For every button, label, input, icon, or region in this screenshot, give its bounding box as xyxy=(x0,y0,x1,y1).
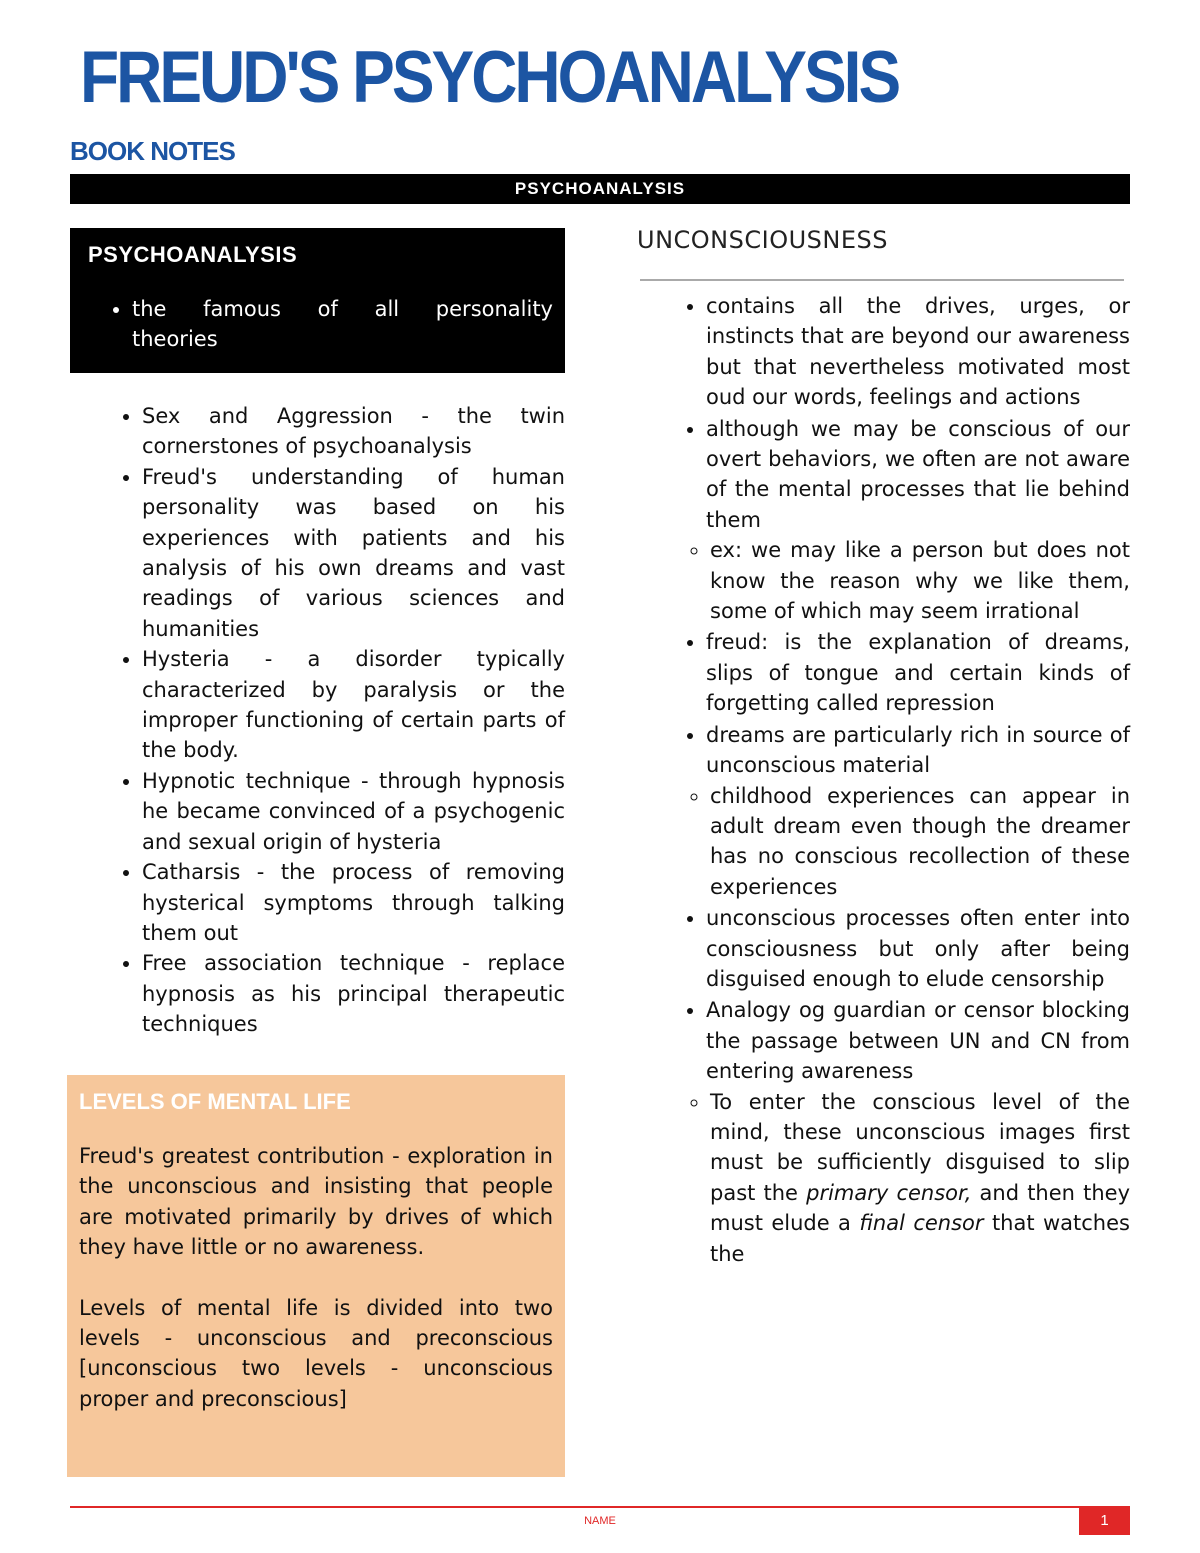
list-item: • Hysteria - a disorder typically characterized by paralysis or the improper functioning of certain parts of the body. xyxy=(142,644,565,766)
levels-paragraph-1: Freud's greatest contribution - exploration in the unconscious and insisting that people are motivated primarily by drives of which they have little or no awareness. xyxy=(79,1144,553,1260)
list-item-text: Analogy og guardian or censor blocking the passage between UN and CN from entering awareness xyxy=(706,998,1130,1084)
list-item-text: dreams are particularly rich in source of unconscious material xyxy=(706,722,1130,778)
psychoanalysis-box-list xyxy=(88,294,553,354)
list-item: • Freud's understanding of human personality was based on his experiences with patients and his analysis of his own dreams and vast readings of various sciences and humanities xyxy=(142,462,565,644)
sub-list xyxy=(706,781,1130,903)
right-bullet-list xyxy=(640,291,1130,1270)
levels-of-mental-life-box xyxy=(67,1075,565,1477)
list-item xyxy=(706,720,1130,902)
heading-divider xyxy=(640,279,1124,281)
psychoanalysis-box-title: PSYCHOANALYSIS xyxy=(88,242,298,267)
list-item: • Free association technique - replace hypnosis as his principal therapeutic techniques xyxy=(142,948,565,1039)
list-item: • freud: is the explanation of dreams, slips of tongue and certain kinds of forgetting called repression xyxy=(706,627,1130,718)
list-item: • Sex and Aggression - the twin cornerstones of psychoanalysis xyxy=(142,401,565,462)
list-item xyxy=(706,414,1130,627)
sub-text: and then they must elude a xyxy=(710,1180,1130,1236)
page-number: 1 xyxy=(1079,1507,1130,1535)
list-item-text: although we may be conscious of our overt behaviors, we often are not aware of the mental processes that lie behind them xyxy=(706,416,1130,532)
footer-divider xyxy=(70,1506,1130,1508)
emphasis-final-censor: final censor xyxy=(859,1211,984,1236)
section-bar: PSYCHOANALYSIS xyxy=(70,174,1130,204)
levels-title: LEVELS OF MENTAL LIFE xyxy=(79,1089,351,1114)
sub-text: To enter the conscious level of the mind, these unconscious images first must be sufficiently disguised to slip past the xyxy=(710,1089,1130,1205)
list-item: • unconscious processes often enter into consciousness but only after being disguised enough to elude censorship xyxy=(706,903,1130,994)
levels-paragraph-2: Levels of mental life is divided into two levels - unconscious and preconscious [unconscious two levels - unconscious proper and preconscious] xyxy=(79,1295,553,1411)
unconsciousness-heading: UNCONSCIOUSNESS xyxy=(637,226,888,254)
sub-list xyxy=(706,1087,1130,1269)
sub-text: that watches the xyxy=(710,1211,1130,1266)
list-item: • the famous of all personality theories xyxy=(132,294,553,354)
list-item: • contains all the drives, urges, or instincts that are beyond our awareness but that nevertheless motivated most oud our words, feelings and actions xyxy=(706,291,1130,413)
list-item: • Catharsis - the process of removing hysterical symptoms through talking them out xyxy=(142,857,565,948)
emphasis-primary-censor: primary censor, xyxy=(806,1180,972,1205)
left-bullet-list xyxy=(70,401,565,1040)
psychoanalysis-box xyxy=(70,228,565,373)
document-title: FREUD'S PSYCHOANALYSIS xyxy=(80,35,899,119)
sub-list-item: ◦ ex: we may like a person but does not know the reason why we like them, some of which may seem irrational xyxy=(710,535,1130,626)
list-item xyxy=(706,995,1130,1269)
sub-list-item: ◦ childhood experiences can appear in adult dream even though the dreamer has no conscious recollection of these experiences xyxy=(710,781,1130,903)
footer-name: NAME xyxy=(584,1515,616,1527)
list-item: • Hypnotic technique - through hypnosis he became convinced of a psychogenic and sexual origin of hysteria xyxy=(142,766,565,857)
sub-list xyxy=(706,535,1130,626)
sub-list-item xyxy=(710,1087,1130,1269)
document-subtitle: BOOK NOTES xyxy=(70,136,235,166)
